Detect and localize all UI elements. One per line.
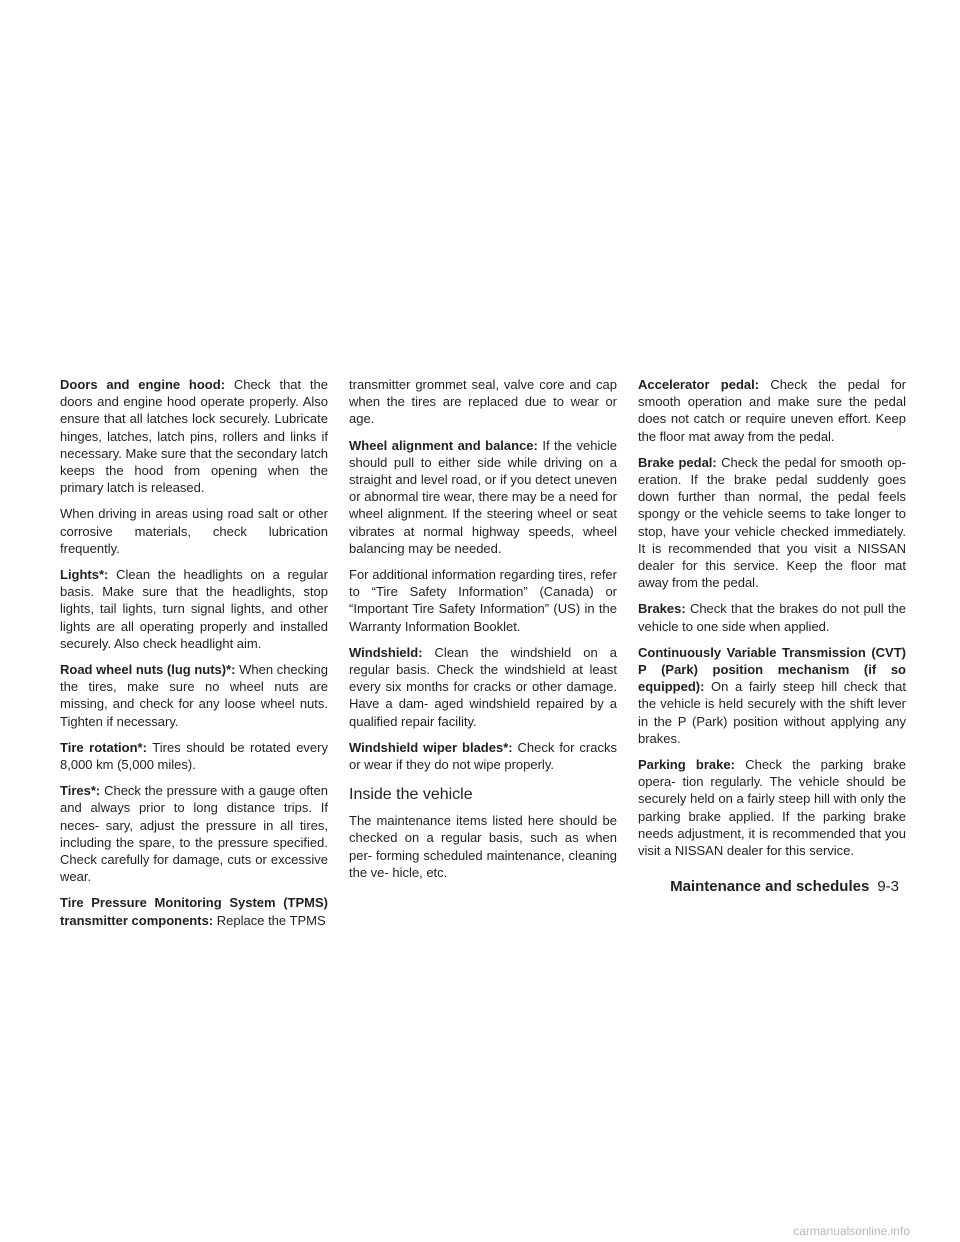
paragraph-body: Clean the headlights on a regular basis. Make sure that the headlights, stop lights, tail lights, turn signal lights, and other lights are all operating properly and installed securely. Also check headlight aim. [60,567,328,651]
paragraph-road-salt [60,505,328,557]
paragraph-body: Clean the windshield on a regular basis. Check the windshield at least every six months for cracks or other damage. Have a dam- aged windshield repaired by a qualified repair facility. [349,644,617,729]
paragraph-body: Check that the brakes do not pull the vehicle to one side when applied. [638,601,906,634]
column-right [638,376,906,868]
paragraph-road-wheel-nuts [60,661,328,730]
paragraph-body: When checking the tires, make sure no wheel nuts are missing, and check for any loose wheel nuts. Tighten if necessary. [60,662,329,729]
paragraph-lead: Doors and engine hood: [60,377,226,392]
paragraph-windshield [349,644,617,730]
paragraph-body: Check the pedal for smooth operation and make sure the pedal does not catch or require uneven effort. Keep the floor mat away from the pedal. [638,377,906,444]
paragraph-lead: Parking brake: [638,757,735,773]
column-middle [349,376,617,890]
paragraph-body: Check that the doors and engine hood operate properly. Also ensure that all latches lock securely. Lubricate hinges, latches, latch pins, rollers and links if necessary. Make sure that the secondary latch keeps the hood from opening when the primary latch is released. [60,377,329,496]
page-number: 9-3 [877,878,899,895]
paragraph-tpms-continued [349,376,617,428]
paragraph-body: Check for cracks or wear if they do not wipe properly. [349,739,617,773]
paragraph-lead: Wheel alignment and balance: [349,437,538,453]
paragraph-lead: Tire Pressure Monitoring System (TPMS) transmitter components: [60,895,328,928]
watermark [0,1224,960,1238]
paragraph-tires [60,782,328,885]
paragraph-lead: Windshield wiper blades*: [349,739,513,755]
paragraph-brake-pedal [638,454,906,592]
paragraph-lead: Tires*: [60,783,101,799]
paragraph-body: Replace the TPMS [216,912,326,928]
paragraph-lead: Windshield: [349,644,423,660]
page-footer [670,878,899,895]
paragraph-wheel-alignment [349,437,617,557]
paragraph-brakes [638,600,906,634]
paragraph-parking-brake [638,756,906,859]
paragraph-inside-intro: The maintenance items listed here should be checked on a regular basis, such as when per- forming scheduled maintenance, cleaning the ve- hicle, etc. [349,813,617,880]
paragraph-lead: Tire rotation*: [60,739,147,755]
paragraph-body: For additional information regarding tires, refer to “Tire Safety Information” (Canada) or “Important Tire Safety Information” (US) in the Warranty Information Booklet. [349,567,617,634]
paragraph-lead: Accelerator pedal: [638,377,760,392]
paragraph-body: Check the pedal for smooth op- eration. If the brake pedal suddenly goes down further than normal, the pedal feels spongy or the vehicle seems to take longer to stop, have your vehicle checked immediately. It is recommended that you visit a NISSAN dealer for this service. Keep the floor mat away from the pedal. [638,454,906,591]
footer-section-title: Maintenance and schedules [670,878,870,895]
paragraph-lead: Road wheel nuts (lug nuts)*: [60,662,236,678]
paragraph-cvt-park [638,644,906,747]
paragraph-lead: Continuously Variable Transmission (CVT) P (Park) position mechanism (if so equipped): [638,644,906,695]
paragraph-accelerator-pedal [638,376,906,445]
paragraph-lead: Brake pedal: [638,454,717,470]
paragraph-body: If the vehicle should pull to either side while driving on a straight and level road, or if you detect uneven or abnormal tire wear, there may be a need for wheel alignment. If the steering wheel or seat vibrates at normal highway speeds, wheel balancing may be needed. [349,437,617,556]
section-heading-inside-vehicle: Inside the vehicle [349,786,473,804]
paragraph-body: On a fairly steep hill check that the vehicle is held securely with the shift lever in the P (Park) position without applying any brakes. [638,679,906,746]
paragraph-wiper-blades [349,739,617,773]
paragraph-lights [60,566,328,652]
paragraph-tire-rotation [60,739,328,773]
paragraph-body: Check the parking brake opera- tion regularly. The vehicle should be securely held on a fairly steep hill with only the parking brake applied. If the parking brake needs adjustment, it is recommended that you visit a NISSAN dealer for this service. [638,757,906,859]
paragraph-lead: Lights*: [60,567,109,583]
paragraph-lead: Brakes: [638,601,686,617]
column-left [60,376,328,938]
watermark-text: carmanualsonline.info [793,1224,910,1238]
paragraph-body: When driving in areas using road salt or other corrosive materials, check lubrication frequently. [60,506,328,556]
paragraph-doors-engine-hood [60,376,328,496]
paragraph-tire-info [349,566,617,635]
paragraph-body: transmitter grommet seal, valve core and cap when the tires are replaced due to wear or age. [349,377,617,427]
paragraph-body: Check the pressure with a gauge often and always prior to long distance trips. If neces- sary, adjust the pressure in all tires, including the spare, to the pressure specified. Check carefully for damage, cuts or excessive wear. [60,783,328,885]
paragraph-body: Tires should be rotated every 8,000 km (5,000 miles). [60,739,328,773]
paragraph-tpms [60,894,328,928]
